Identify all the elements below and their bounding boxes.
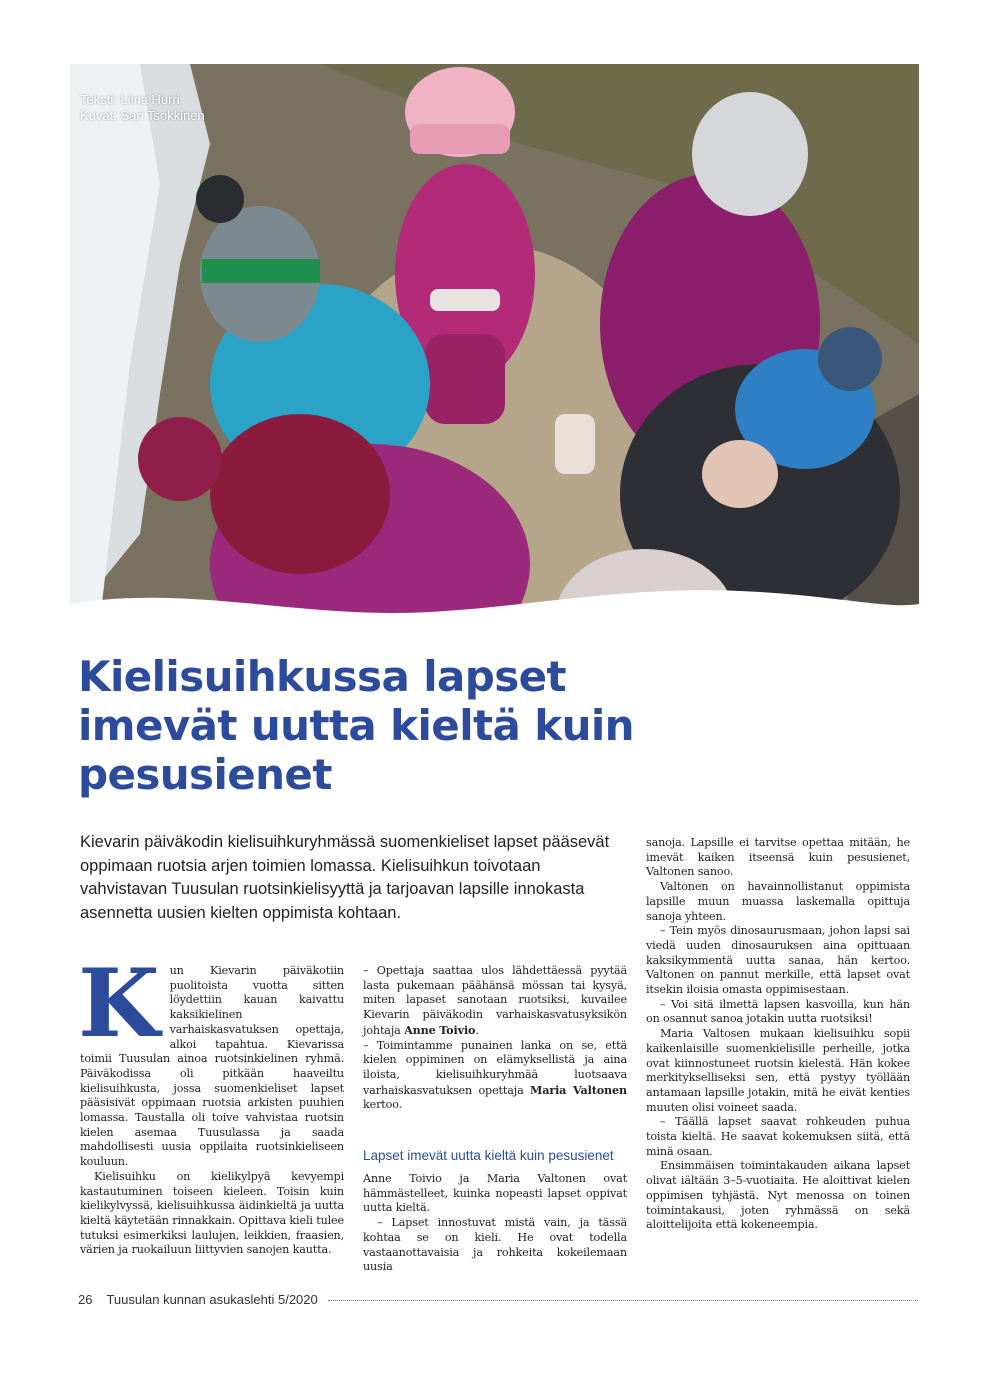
page-number: 26 [78,1291,93,1307]
paragraph: Maria Valtosen mukaan kielisuihku sopii kaikenlaisille suomenkielisille perheille, jotka ovat kiinnostuneet ruotsin kielestä. Hän kokee merkitykselliseksi sen, että pystyy työllään antamaan lapsille jotakin, mitä he eivät kenties muuten olisi voineet saada. [646,1027,910,1114]
page-footer [78,1290,918,1308]
paragraph [363,1039,627,1114]
publication-name: Tuusulan kunnan asukaslehti 5/2020 [106,1291,318,1307]
paragraph: – Voi sitä ilmettä lapsen kasvoilla, kun hän on osannut sanoa jotakin uutta ruotsiksi! [646,997,910,1026]
footer-dotted-rule [328,1300,918,1301]
article-headline: Kielisuihkussa lapset imevät uutta kieltä kuin pesusienet [78,652,634,799]
paragraph: Valtonen on havainnollistanut oppimista lapsille muun muassa laskemalla opittuja sanoja yhteen. [646,880,910,923]
article-lead: Kievarin päiväkodin kielisuihkuryhmässä suomenkieliset lapset pääsevät oppimaan ruotsia arjen toimien lomassa. Kielisuihkun toivotaan vahvistavan Tuusulan ruotsinkielisyyttä ja tarjoavan lapsille innokasta asennetta uusien kielten oppimista kohtaan. [80,833,610,922]
person-name: Anne Toivio [404,1022,476,1037]
paragraph: sanoja. Lapsille ei tarvitse opettaa mitään, he imevät kaiken itseensä kuin pesusienet, Valtonen sanoo. [646,836,910,879]
paragraph: – Tein myös dinosaurusmaan, johon lapsi sai viedä uuden dinosauruksen aina opittuaan kaksikymmentä uutta sanaa, hän kertoo. Valtonen on pannut merkille, että lapset ovat itsekin iloisia omasta oppimisestaan. [646,924,910,997]
paragraph-text: – Opettaja saattaa ulos lähdettäessä pyytää lasta pukemaan päähänsä mössan tai kysyä, miten lapaset sanotaan ruotsiksi, kuvailee Kievarin päiväkodin varhaiskasvatusyksikön johtaja [363,964,627,1037]
paragraph: Kielisuihku on kielikylpyä kevyempi kastautuminen toiseen kieleen. Toisin kuin kielikylvyssä, kielisuihkussa äidinkieltä ja uutta kieltä käytetään rinnakkain. Opittava kieli tulee tutuksi esimerkiksi laulujen, leikkien, fraasien, värien ja ruokailuun liittyvien sanojen kautta. [80,1169,344,1257]
paragraph-text: – Toimintamme punainen lanka on se, että kielen oppiminen on elämyksellistä ja aina iloista, kielisuihkuryhmää luotsaava varhaiskasvatuksen opettaja [363,1038,627,1097]
paragraph-text: . [475,1023,479,1037]
paragraph-intro [78,949,344,1170]
drop-cap: K [78,949,160,1059]
paragraph-text: kertoo. [363,1098,403,1112]
body-column-1 [78,949,344,1258]
photo-credit: Kuvat: Sari Tsokkinen [80,108,205,123]
body-column-2 [363,964,627,1275]
photo-credits [80,92,205,124]
text-credit: Teksti: Liina Hurri [80,92,180,107]
paragraph: – Lapset innostuvat mistä vain, ja tässä kohtaa se on kieli. He ovat todella vastaanottavaisia ja rohkeita kokeilemaan uusia [363,1216,627,1274]
body-column-3 [646,836,910,1233]
paragraph [363,964,627,1039]
hero-photo [70,64,919,620]
photo-illustration [70,64,919,620]
paragraph-text: un Kievarin päiväkotiin puolitoista vuotta sitten löydettiin kauan kaivattu kaksikielinen varhaiskasvatuksen opettaja, alkoi tapahtua. Kievarissa toimii Tuusulan ainoa ruotsinkielinen ryhmä. Päiväkodissa oli pitkään haaveiltu kielisuihkusta, jossa suomenkieliset lapset pääsisivät oppimaan ruotsia arkisten puuhien lomassa. Taustalla oli toive vahvistaa ruotsin kielen asemaa Tuusulassa ja saada mahdollisesti uusia oppilaita ruotsinkieliseen kouluun. [80,964,344,1169]
paragraph: – Täällä lapset saavat rohkeuden puhua toista kieltä. He saavat kokemuksen siitä, että minä osaan. [646,1115,910,1158]
paragraph: Ensimmäisen toimintakauden aikana lapset olivat iältään 3–5-vuotiaita. He aloittivat kielen oppimisen tyhjästä. Nyt menossa on toinen toimintakausi, joten ryhmässä on sekä aloittelijoita että kokeneempia. [646,1159,910,1232]
person-name: Maria Valtonen [530,1082,627,1097]
paragraph: Anne Toivio ja Maria Valtonen ovat hämmästelleet, kuinka nopeasti lapset oppivat uutta kieltä. [363,1172,627,1215]
section-subheading: Lapset imevät uutta kieltä kuin pesusienet [363,1148,614,1164]
